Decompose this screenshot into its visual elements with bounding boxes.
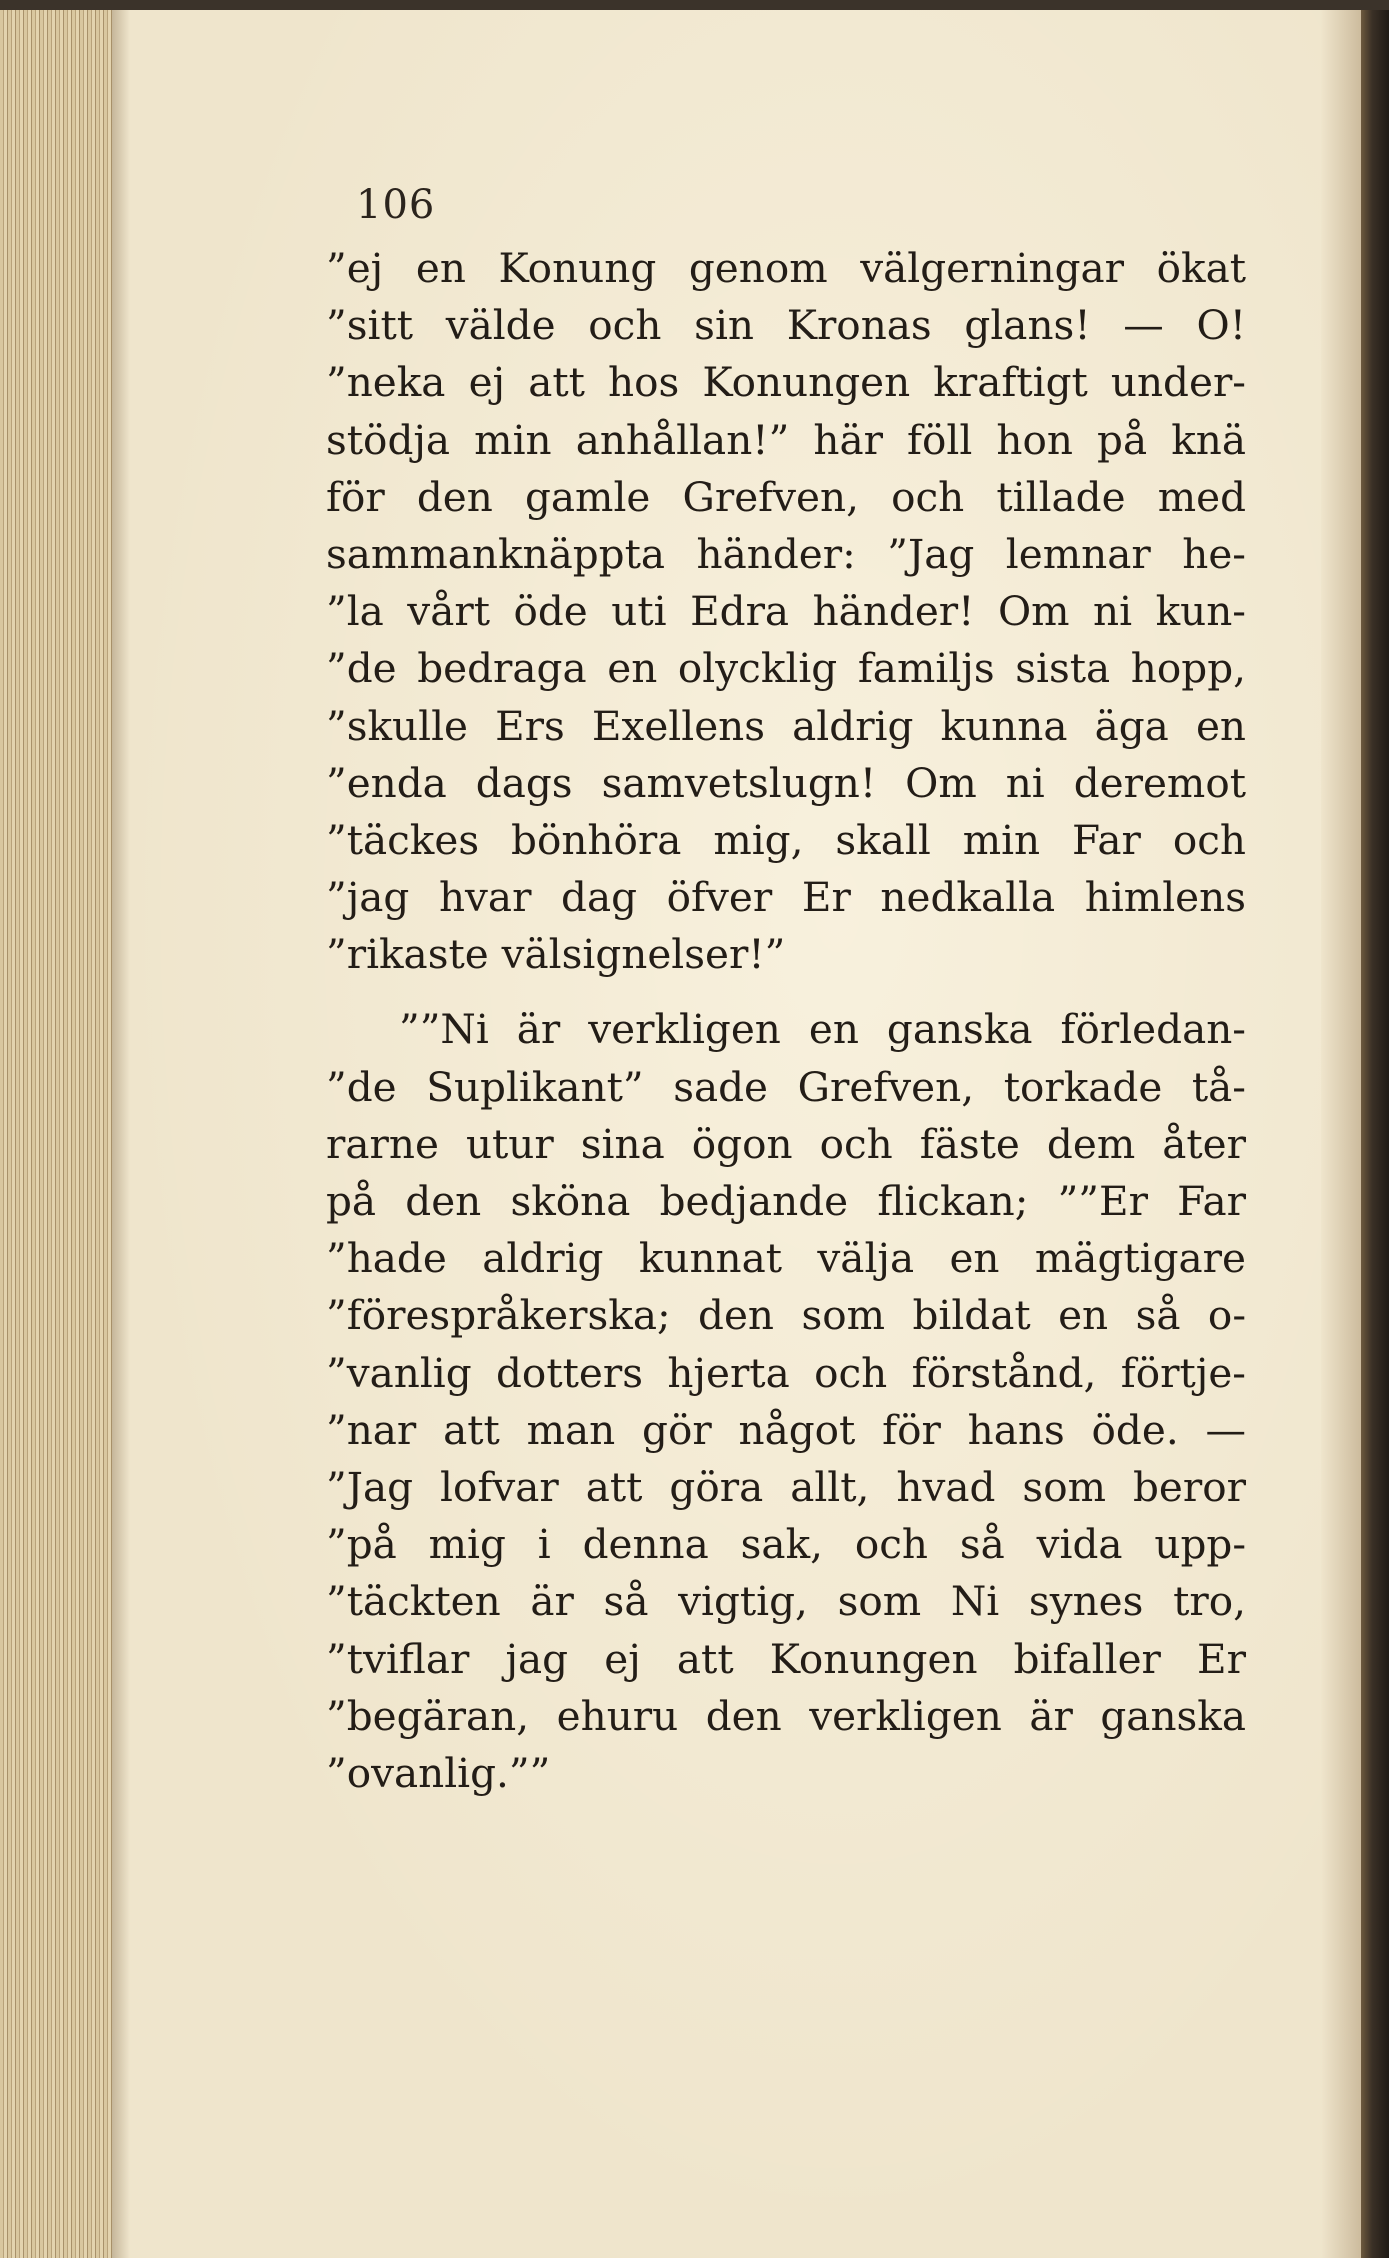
text-line: ”tviflar jag ej att Konungen bifaller Er bbox=[326, 1634, 1246, 1683]
text-line: ”täckten är så vigtig, som Ni synes tro, bbox=[326, 1577, 1246, 1626]
text-line: ”ovanlig.”” bbox=[326, 1748, 551, 1797]
text-line: på den sköna bedjande flickan; ””Er Far bbox=[326, 1177, 1246, 1225]
text-line: rarne utur sina ögon och fäste dem åter bbox=[326, 1119, 1246, 1168]
text-line: ”sitt välde och sin Kronas glans! — O! bbox=[326, 301, 1246, 350]
gutter-shadow bbox=[1321, 0, 1361, 2258]
text-line: ”de Suplikant” sade Grefven, torkade tå- bbox=[326, 1062, 1246, 1111]
text-line: ”enda dags samvetslugn! Om ni deremot bbox=[326, 758, 1246, 807]
text-line: ”på mig i denna sak, och så vida upp- bbox=[326, 1520, 1246, 1569]
text-line: ”de bedraga en olycklig familjs sista hopp, bbox=[326, 644, 1246, 693]
body-text bbox=[326, 240, 1246, 1802]
book-binding bbox=[1361, 0, 1389, 2258]
paragraph-gap bbox=[326, 983, 1246, 1001]
text-line: ”hade aldrig kunnat välja en mägtigare bbox=[326, 1234, 1246, 1283]
text-line: ”förespråkerska; den som bildat en så o- bbox=[326, 1291, 1246, 1340]
text-line: ””Ni är verkligen en ganska förledan- bbox=[399, 1005, 1246, 1054]
page-number: 106 bbox=[356, 182, 436, 228]
text-line: ”rikaste välsignelser!” bbox=[326, 930, 786, 979]
text-line: sammanknäppta händer: ”Jag lemnar he- bbox=[326, 529, 1246, 578]
text-line: ”täckes bönhöra mig, skall min Far och bbox=[326, 815, 1246, 864]
text-line: stödja min anhållan!” här föll hon på knä bbox=[326, 415, 1246, 464]
top-edge bbox=[0, 0, 1389, 10]
book-page-edges bbox=[0, 0, 112, 2258]
text-line: ”jag hvar dag öfver Er nedkalla himlens bbox=[326, 873, 1246, 922]
text-line: ”skulle Ers Exellens aldrig kunna äga en bbox=[326, 701, 1246, 750]
text-line: ”neka ej att hos Konungen kraftigt under- bbox=[326, 358, 1246, 407]
text-line: ”ej en Konung genom välgerningar ökat bbox=[326, 244, 1246, 292]
text-line: ”Jag lofvar att göra allt, hvad som beror bbox=[326, 1462, 1246, 1511]
text-line: ”begäran, ehuru den verkligen är ganska bbox=[326, 1691, 1246, 1740]
text-line: för den gamle Grefven, och tillade med bbox=[326, 472, 1246, 521]
text-line: ”la vårt öde uti Edra händer! Om ni kun- bbox=[326, 587, 1246, 636]
text-line: ”nar att man gör något för hans öde. — bbox=[326, 1405, 1246, 1454]
text-line: ”vanlig dotters hjerta och förstånd, förtje- bbox=[326, 1348, 1246, 1397]
